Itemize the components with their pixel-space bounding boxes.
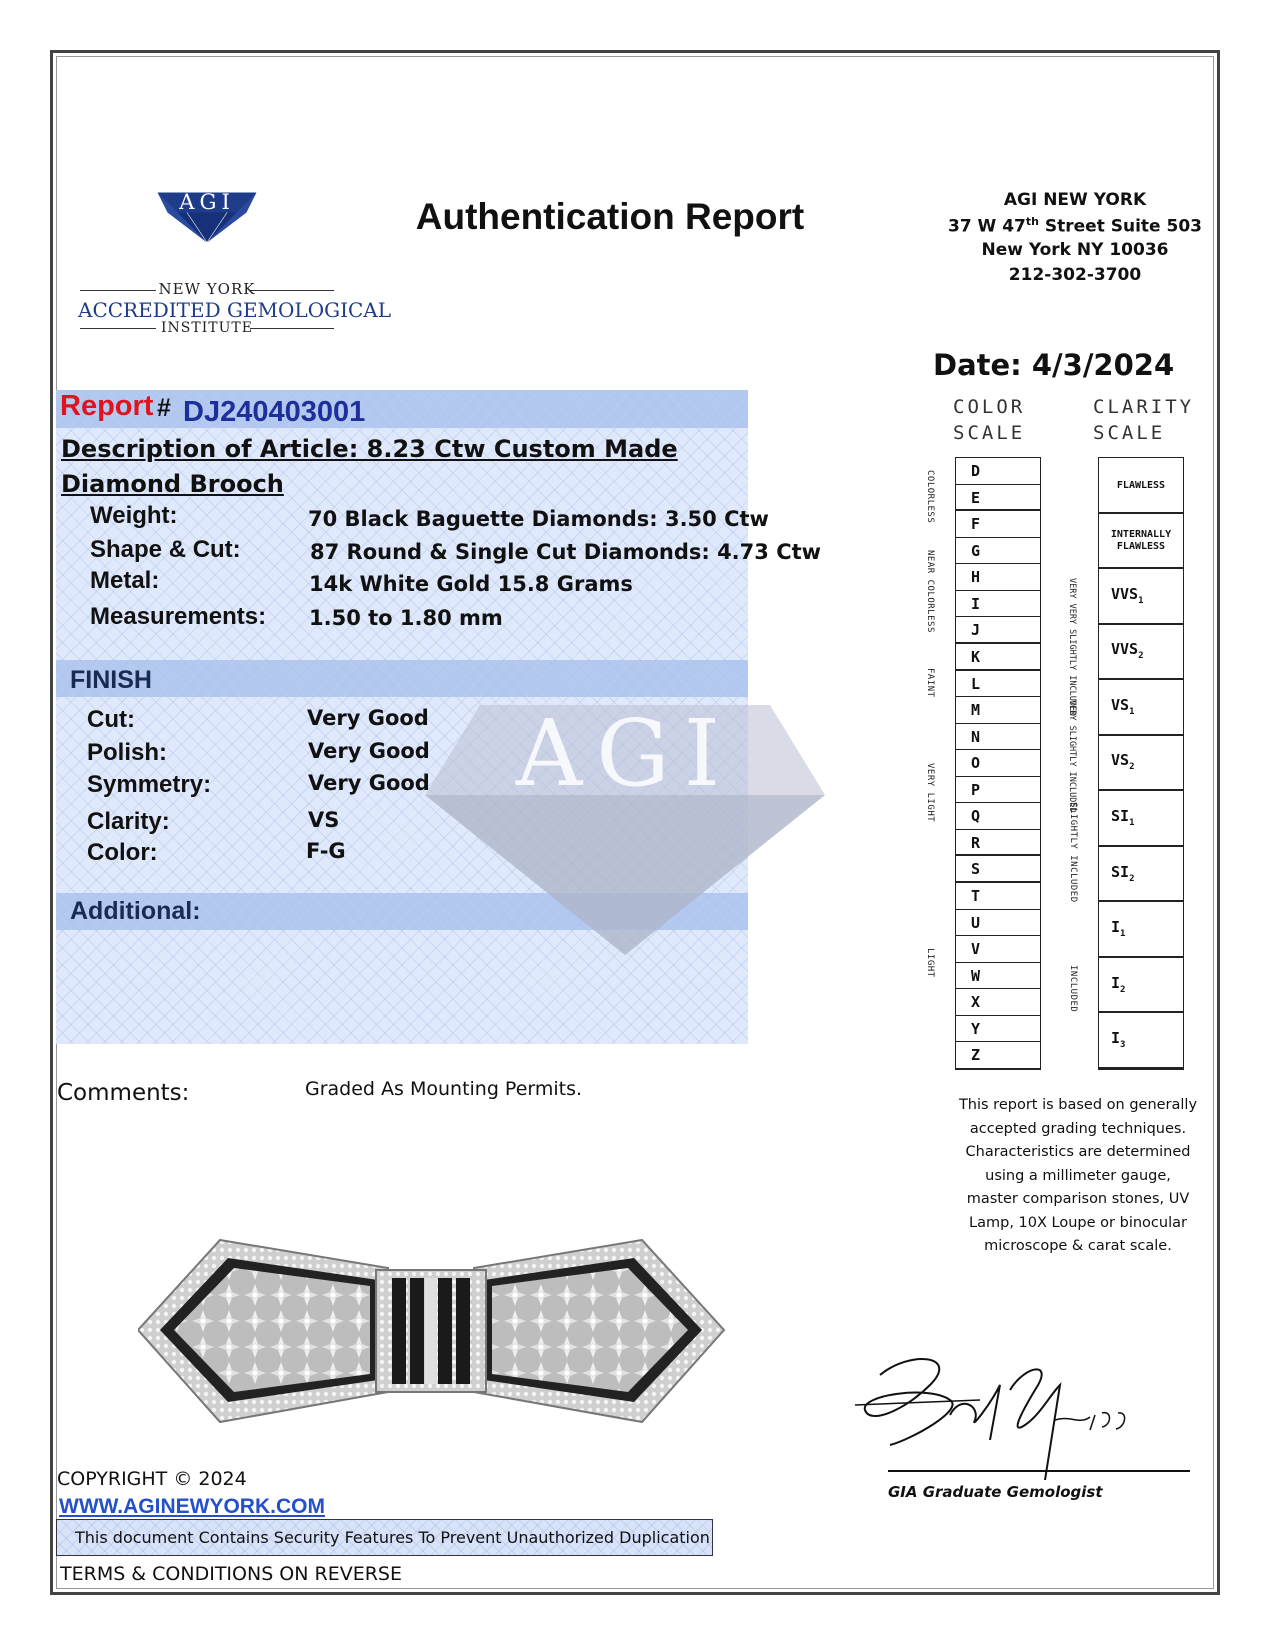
clarity-grade-row bbox=[1099, 569, 1183, 625]
color-grade-row bbox=[956, 511, 1040, 538]
clarity-grade-label: FLAWLESS bbox=[1116, 479, 1166, 491]
color-grade-letter: R bbox=[971, 833, 981, 852]
color-grade-row bbox=[956, 803, 1040, 830]
clarity-grade-sub: 2 bbox=[1129, 762, 1135, 773]
clarity-grade-label bbox=[1111, 807, 1134, 828]
address-phone: 212-302-3700 bbox=[1008, 265, 1142, 285]
color-grade-letter: X bbox=[971, 993, 981, 1012]
cut-label: Cut: bbox=[87, 706, 135, 733]
color-group-near-colorless: NEAR COLORLESS bbox=[925, 550, 935, 633]
logo-line3: INSTITUTE bbox=[161, 320, 253, 336]
color-grade-row bbox=[956, 644, 1040, 671]
clarity-scale-title-2: SCALE bbox=[1093, 422, 1166, 444]
clarity-grade-sub: 1 bbox=[1120, 929, 1126, 940]
cut-value: Very Good bbox=[307, 706, 429, 730]
color-grade-letter: E bbox=[971, 488, 981, 507]
color-grade-letter: I bbox=[971, 594, 981, 613]
clarity-grade-label bbox=[1111, 696, 1134, 717]
polish-label: Polish: bbox=[87, 739, 168, 766]
finish-title: FINISH bbox=[70, 666, 152, 694]
symmetry-value: Very Good bbox=[308, 771, 430, 795]
color-grade-row bbox=[956, 1016, 1040, 1043]
color-grade-letter: K bbox=[971, 647, 981, 666]
clarity-group-vvs: VERY VERY SLIGHTLY INCLUDED bbox=[1067, 578, 1077, 717]
clarity-grade-label bbox=[1111, 585, 1144, 606]
polish-value: Very Good bbox=[308, 739, 430, 763]
color-grade-letter: V bbox=[971, 940, 981, 959]
color-group-faint: FAINT bbox=[925, 668, 935, 698]
color-grade-letter: O bbox=[971, 754, 981, 773]
signature-line bbox=[888, 1470, 1190, 1472]
brooch-image bbox=[138, 1230, 734, 1430]
weight-label: Weight: bbox=[90, 502, 178, 529]
color-grade-row bbox=[956, 750, 1040, 777]
article-description: Description of Article: 8.23 Ctw Custom Made Diamond Brooch bbox=[61, 435, 678, 498]
color-grade-letter: P bbox=[971, 780, 981, 799]
color-grade-row bbox=[956, 963, 1040, 990]
clarity-grade-row bbox=[1099, 625, 1183, 681]
report-number: DJ240403001 bbox=[183, 396, 366, 428]
color-grade-letter: S bbox=[971, 860, 981, 879]
clarity-grade-sub: 2 bbox=[1138, 651, 1144, 662]
color-grade-row bbox=[956, 910, 1040, 937]
color-grade-letter: Q bbox=[971, 807, 981, 826]
grading-disclaimer: This report is based on generally accepted grading techniques. Characteristics are determined using a millimeter gauge, master comparison stones, UV Lamp, 10X Loupe or binocular microscope & carat scale. bbox=[958, 1097, 1198, 1254]
clarity-grade-sub: 1 bbox=[1138, 595, 1144, 606]
signature bbox=[850, 1345, 1150, 1485]
measurements-label: Measurements: bbox=[90, 603, 267, 630]
clarity-group-vs: VERY SLIGHTLY INCLUDED bbox=[1067, 700, 1077, 813]
clarity-grade-sub: 2 bbox=[1120, 984, 1126, 995]
address-name: AGI NEW YORK bbox=[1003, 190, 1147, 210]
shape-cut-label: Shape & Cut: bbox=[90, 536, 241, 563]
copyright: COPYRIGHT © 2024 bbox=[57, 1468, 247, 1490]
additional-title: Additional: bbox=[70, 897, 201, 925]
color-grade-row bbox=[956, 856, 1040, 883]
clarity-grade-row bbox=[1099, 680, 1183, 736]
color-grade-letter: W bbox=[971, 966, 981, 985]
clarity-scale bbox=[1098, 457, 1184, 1070]
clarity-grade-label bbox=[1111, 918, 1125, 939]
clarity-grade-base: I bbox=[1111, 1029, 1121, 1048]
color-grade-letter: U bbox=[971, 913, 981, 932]
color-grade-letter: Z bbox=[971, 1046, 981, 1065]
clarity-grade-sub: 1 bbox=[1129, 706, 1135, 717]
color-grade-row bbox=[956, 883, 1040, 910]
clarity-group-included: INCLUDED bbox=[1068, 965, 1078, 1013]
clarity-grade-base: I bbox=[1111, 918, 1121, 937]
color-grade-letter: G bbox=[971, 541, 981, 560]
clarity-grade-sub: 2 bbox=[1129, 873, 1135, 884]
metal-value: 14k White Gold 15.8 Grams bbox=[309, 572, 633, 596]
clarity-label: Clarity: bbox=[87, 808, 170, 835]
color-group-light: LIGHT bbox=[925, 948, 935, 978]
color-grade-row bbox=[956, 617, 1040, 644]
clarity-grade-row bbox=[1099, 1013, 1183, 1069]
measurements-value: 1.50 to 1.80 mm bbox=[309, 606, 503, 630]
report-hash: # bbox=[157, 394, 171, 422]
color-scale-title-1: COLOR bbox=[953, 396, 1026, 418]
website-link[interactable]: WWW.AGINEWYORK.COM bbox=[59, 1495, 325, 1518]
color-grade-row bbox=[956, 697, 1040, 724]
symmetry-label: Symmetry: bbox=[87, 771, 212, 798]
logo-line2: ACCREDITED GEMOLOGICAL bbox=[78, 298, 392, 322]
color-grade-row bbox=[956, 671, 1040, 698]
color-grade-letter: N bbox=[971, 727, 981, 746]
color-scale-title-2: SCALE bbox=[953, 422, 1026, 444]
clarity-grade-label: INTERNALLY FLAWLESS bbox=[1110, 529, 1172, 553]
color-grade-row bbox=[956, 538, 1040, 565]
clarity-grade-base: VVS bbox=[1111, 584, 1139, 603]
clarity-grade-row bbox=[1099, 958, 1183, 1014]
clarity-grade-label bbox=[1111, 863, 1134, 884]
color-grade-letter: L bbox=[971, 674, 981, 693]
finish-band bbox=[56, 660, 748, 697]
color-grade-row bbox=[956, 830, 1040, 857]
color-grade-row bbox=[956, 458, 1040, 485]
color-grade-row bbox=[956, 485, 1040, 512]
weight-value: 70 Black Baguette Diamonds: 3.50 Ctw bbox=[308, 507, 769, 531]
clarity-grade-row bbox=[1099, 458, 1183, 514]
clarity-grade-base: VVS bbox=[1111, 640, 1139, 659]
clarity-grade-sub: 3 bbox=[1120, 1040, 1126, 1051]
clarity-grade-row bbox=[1099, 736, 1183, 792]
clarity-grade-label bbox=[1111, 974, 1125, 995]
agi-watermark bbox=[425, 705, 825, 955]
clarity-scale-title-1: CLARITY bbox=[1093, 396, 1195, 418]
clarity-grade-row bbox=[1099, 847, 1183, 903]
report-date: Date: 4/3/2024 bbox=[933, 348, 1175, 382]
watermark-letters: AGI bbox=[515, 705, 735, 807]
clarity-grade-base: I bbox=[1111, 973, 1121, 992]
color-grade-letter: Y bbox=[971, 1019, 981, 1038]
clarity-group-si: SLIGHTLY INCLUDED bbox=[1068, 802, 1078, 903]
color-grade-row bbox=[956, 591, 1040, 618]
color-grade-letter: D bbox=[971, 462, 981, 480]
color-grade-row bbox=[956, 989, 1040, 1016]
color-grade-row bbox=[956, 564, 1040, 591]
address-street: 37 W 47th Street Suite 503 bbox=[947, 215, 1202, 237]
clarity-grade-label bbox=[1111, 751, 1134, 772]
color-grade-row bbox=[956, 936, 1040, 963]
security-notice: This document Contains Security Features To Prevent Unauthorized Duplication bbox=[56, 1519, 713, 1556]
color-label: Color: bbox=[87, 839, 158, 866]
clarity-grade-row bbox=[1099, 791, 1183, 847]
logo-letters: AGI bbox=[179, 189, 235, 215]
metal-label: Metal: bbox=[90, 567, 160, 594]
address-city: New York NY 10036 bbox=[981, 240, 1169, 260]
color-grade-letter: J bbox=[971, 621, 981, 640]
color-grade-row bbox=[956, 777, 1040, 804]
agi-diamond-logo bbox=[78, 180, 336, 280]
clarity-grade-base: VS bbox=[1111, 751, 1130, 770]
clarity-grade-row bbox=[1099, 902, 1183, 958]
shape-cut-value: 87 Round & Single Cut Diamonds: 4.73 Ctw bbox=[310, 540, 822, 564]
comments-label: Comments: bbox=[57, 1080, 190, 1106]
clarity-grade-base: SI bbox=[1111, 862, 1130, 881]
comments-value: Graded As Mounting Permits. bbox=[305, 1078, 583, 1100]
clarity-grade-label bbox=[1111, 640, 1144, 661]
color-scale bbox=[955, 457, 1041, 1070]
clarity-grade-sub: 1 bbox=[1129, 818, 1135, 829]
color-value: F-G bbox=[306, 839, 346, 863]
report-label: Report bbox=[60, 390, 154, 422]
terms-notice: TERMS & CONDITIONS ON REVERSE bbox=[60, 1563, 402, 1585]
gemologist-title: GIA Graduate Gemologist bbox=[888, 1483, 1103, 1501]
color-group-very-light: VERY LIGHT bbox=[925, 763, 935, 823]
clarity-value: VS bbox=[308, 808, 340, 832]
color-grade-row bbox=[956, 1042, 1040, 1069]
color-group-colorless: COLORLESS bbox=[925, 470, 935, 524]
color-grade-letter: H bbox=[971, 568, 981, 587]
color-grade-row bbox=[956, 724, 1040, 751]
logo-line1: NEW YORK bbox=[158, 280, 256, 298]
page-title: Authentication Report bbox=[415, 196, 805, 237]
clarity-grade-row bbox=[1099, 514, 1183, 570]
clarity-grade-base: VS bbox=[1111, 695, 1130, 714]
clarity-grade-label bbox=[1111, 1029, 1125, 1050]
clarity-grade-base: SI bbox=[1111, 807, 1130, 826]
color-grade-letter: M bbox=[971, 701, 981, 720]
color-grade-letter: F bbox=[971, 515, 981, 534]
color-grade-letter: T bbox=[971, 887, 981, 906]
